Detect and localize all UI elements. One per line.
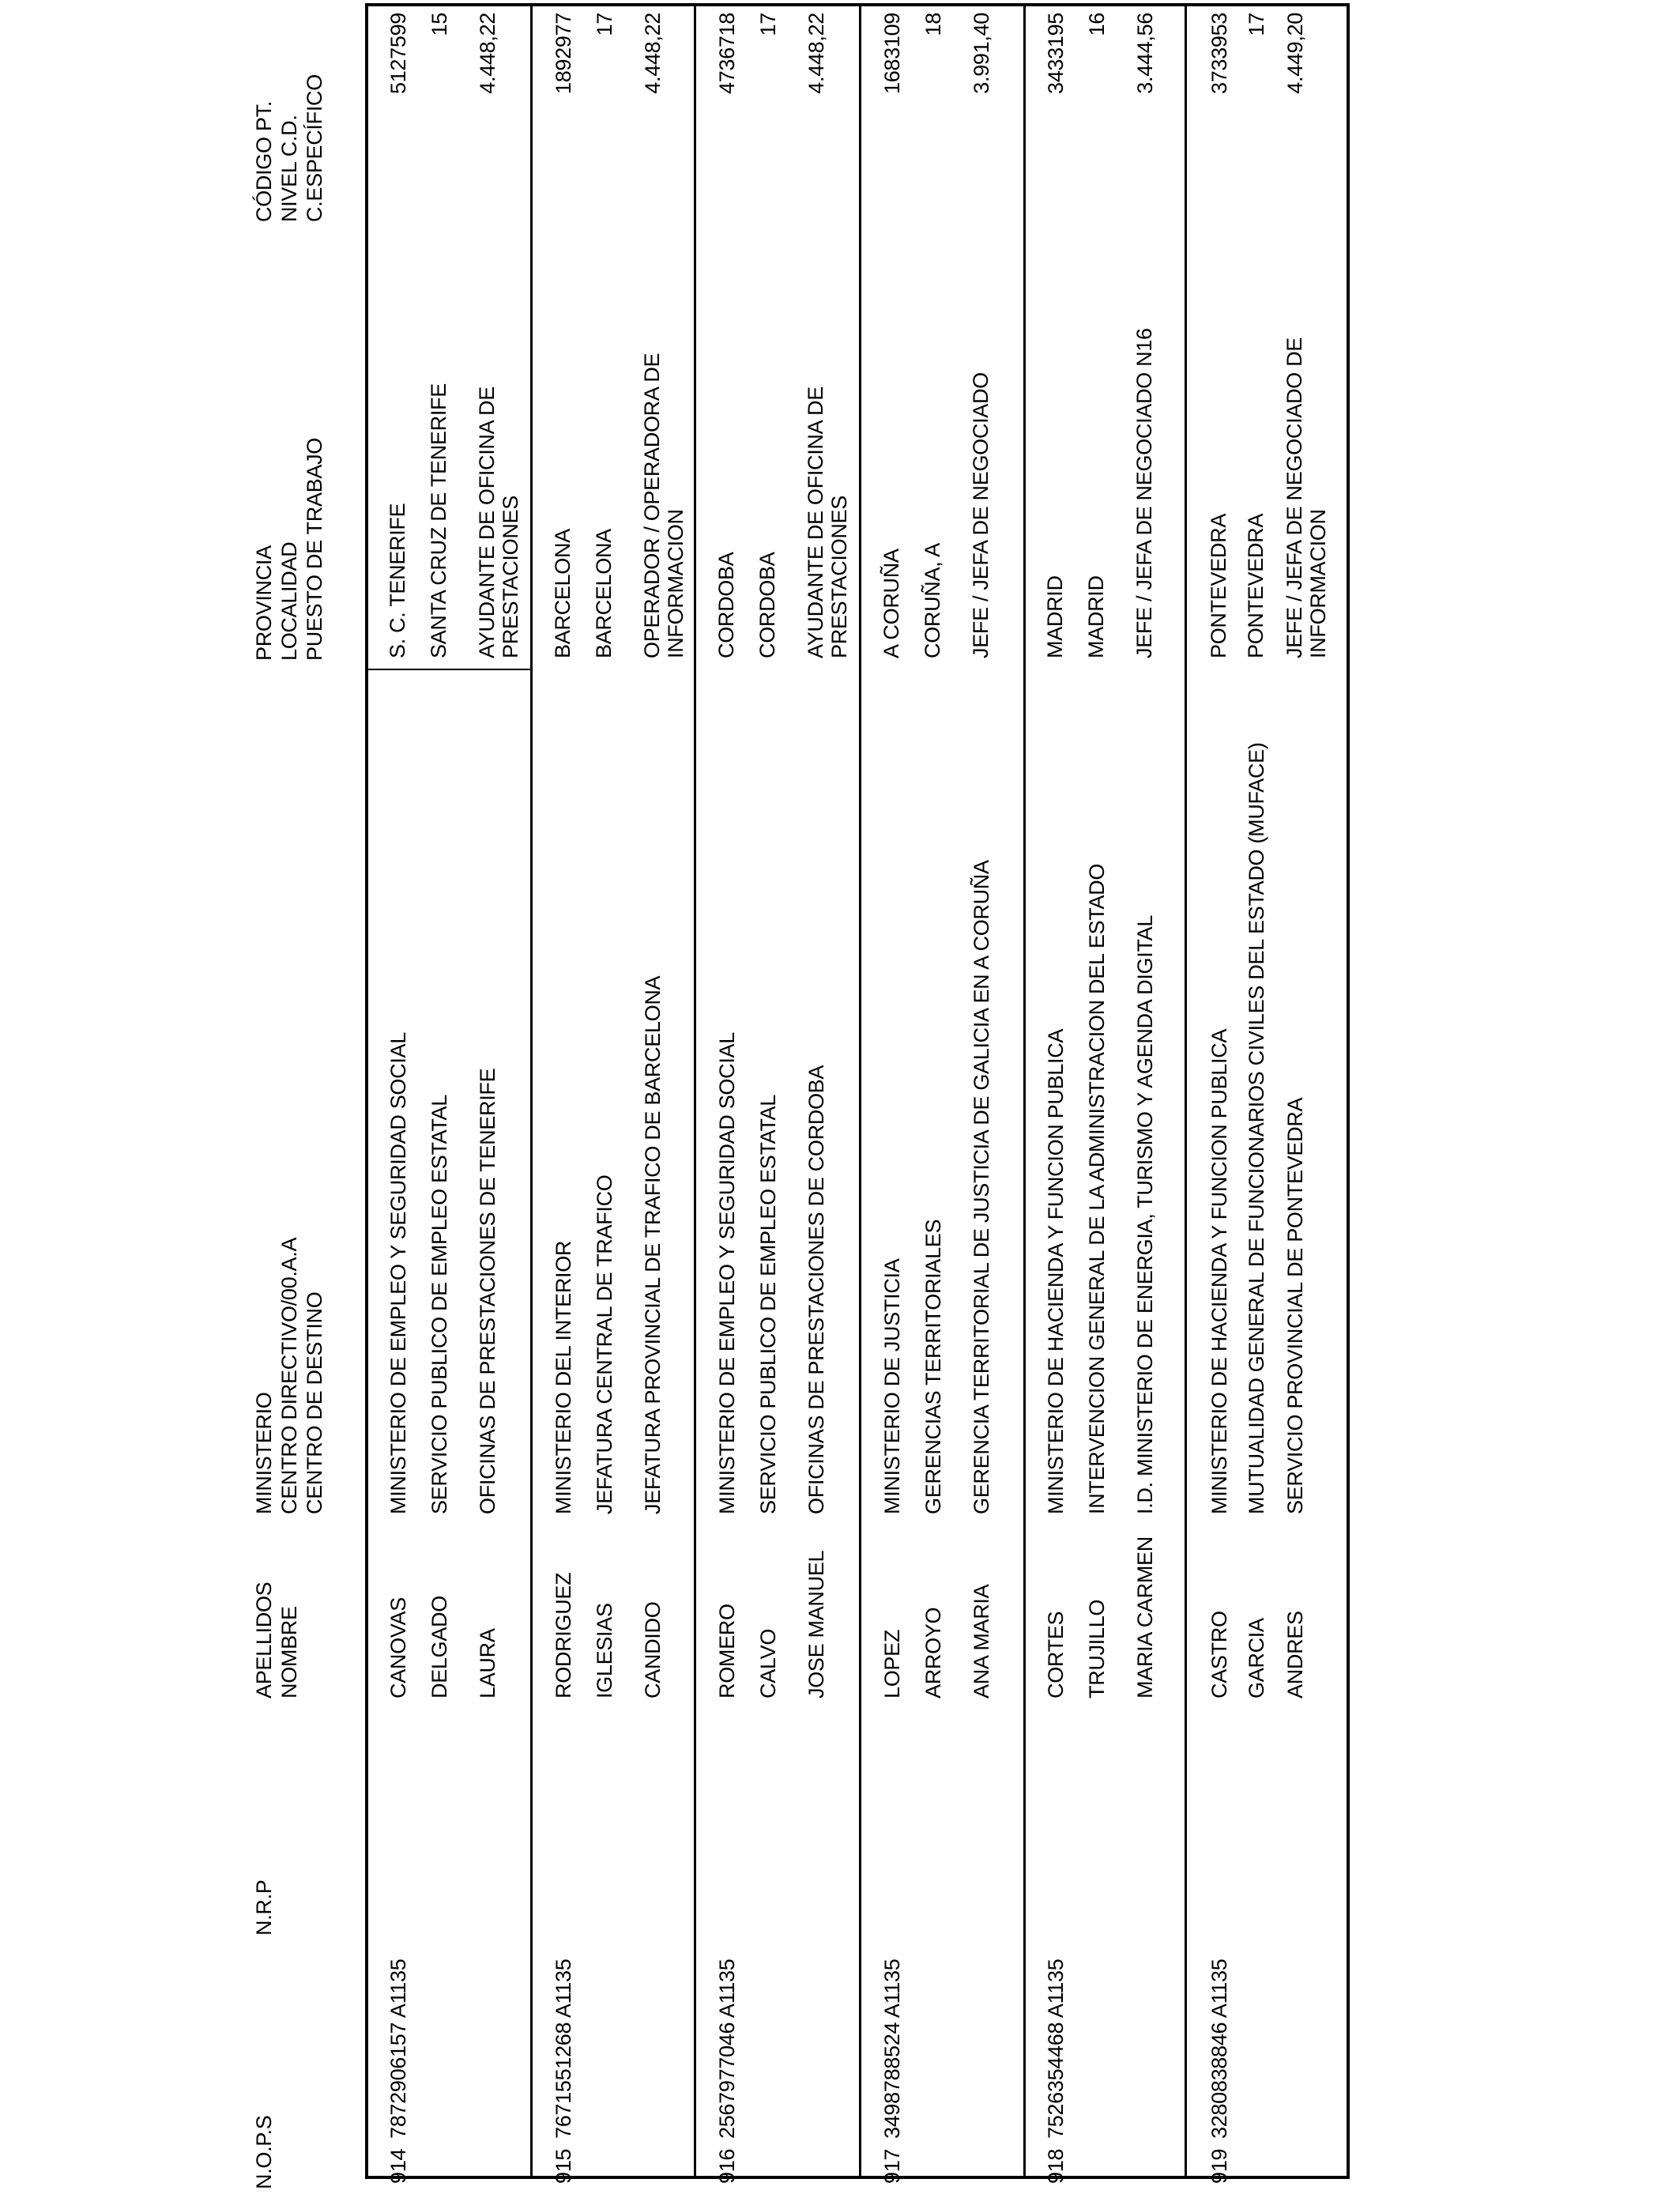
provincia-value: PONTEVEDRA xyxy=(1207,513,1230,658)
nops-value: 918 xyxy=(1044,2148,1068,2184)
provincia-value: S. C. TENERIFE xyxy=(386,503,409,658)
codigo-pt-value: 1892977 xyxy=(552,13,575,95)
nombre-value: JOSE MANUEL xyxy=(804,1550,828,1698)
centro-destino-value: JEFATURA PROVINCIAL DE TRAFICO DE BARCELONA xyxy=(641,975,665,1514)
codigo-pt-value: 4736718 xyxy=(715,13,739,95)
ministerio-value: MINISTERIO DE HACIENDA Y FUNCION PUBLICA xyxy=(1207,1028,1231,1514)
apellido2-value: ARROYO xyxy=(921,1607,945,1698)
especifico-value: 4.449,20 xyxy=(1283,13,1307,94)
localidad-value: SANTA CRUZ DE TENERIFE xyxy=(427,383,450,658)
ministerio-value: MINISTERIO DEL INTERIOR xyxy=(552,1240,575,1514)
apellido1-value: ROMERO xyxy=(715,1604,739,1698)
row-divider xyxy=(530,3,533,2179)
centro-destino-value: SERVICIO PROVINCIAL DE PONTEVEDRA xyxy=(1283,1097,1307,1514)
nombre-value: MARIA CARMEN xyxy=(1133,1536,1157,1698)
header-nombre-line: NOMBRE xyxy=(277,1606,301,1698)
centro-directivo-value: GERENCIAS TERRITORIALES xyxy=(921,1219,945,1514)
localidad-value: PONTEVEDRA xyxy=(1244,513,1268,658)
nops-value: 915 xyxy=(552,2148,575,2184)
nombre-value: ANDRES xyxy=(1283,1611,1307,1698)
especifico-value: 4.448,22 xyxy=(804,13,828,94)
puesto-value: JEFE / JEFA DE NEGOCIADO DE INFORMACION xyxy=(1283,337,1330,658)
header-nrp xyxy=(251,1879,277,1936)
apellido1-value: LOPEZ xyxy=(880,1629,904,1698)
header-nrp-label: N.R.P xyxy=(252,1879,276,1936)
header-especifico-line: C.ESPECÍFICO xyxy=(303,74,326,222)
column-divider xyxy=(368,669,532,670)
row-divider xyxy=(1185,3,1187,2179)
ministerio-value: MINISTERIO DE EMPLEO Y SEGURIDAD SOCIAL xyxy=(715,1032,739,1514)
nombre-value: LAURA xyxy=(476,1628,499,1698)
apellido2-value: GARCIA xyxy=(1245,1618,1268,1698)
apellido2-value: CALVO xyxy=(756,1628,780,1698)
especifico-value: 3.444,56 xyxy=(1133,13,1157,94)
ministerio-value: MINISTERIO DE EMPLEO Y SEGURIDAD SOCIAL xyxy=(386,1032,410,1514)
nops-value: 919 xyxy=(1207,2148,1231,2184)
localidad-value: CORUÑA, A xyxy=(921,543,944,658)
nrp-value: 3498788524 A1135 xyxy=(880,1958,904,2139)
nrp-value: 7526354468 A1135 xyxy=(1044,1958,1068,2139)
header-ministerio-line: MINISTERIO xyxy=(252,1392,276,1514)
apellido2-value: TRUJILLO xyxy=(1085,1599,1109,1698)
puesto-value: JEFE / JEFA DE NEGOCIADO N16 xyxy=(1132,328,1156,658)
nivel-cd-value: 18 xyxy=(921,13,945,36)
puesto-value: OPERADOR / OPERADORA DE INFORMACION xyxy=(640,352,687,658)
header-nops xyxy=(251,2116,277,2189)
provincia-value: A CORUÑA xyxy=(880,548,903,658)
nrp-value: 7872906157 A1135 xyxy=(386,1958,410,2139)
puesto-value: JEFE / JEFA DE NEGOCIADO xyxy=(969,372,993,658)
especifico-value: 3.991,40 xyxy=(970,13,993,94)
apellido1-value: CASTRO xyxy=(1207,1611,1231,1698)
row-divider xyxy=(694,3,696,2179)
header-nivel-cd-line: NIVEL C.D. xyxy=(277,115,301,222)
nombre-value: ANA MARIA xyxy=(970,1584,993,1698)
header-puesto-line: PUESTO DE TRABAJO xyxy=(303,438,326,661)
header-apellidos-line: APELLIDOS xyxy=(252,1581,276,1698)
nrp-value: 3280838846 A1135 xyxy=(1207,1958,1231,2139)
centro-directivo-value: SERVICIO PUBLICO DE EMPLEO ESTATAL xyxy=(756,1095,780,1514)
nivel-cd-value: 17 xyxy=(756,13,780,36)
header-apellidos xyxy=(251,1582,302,1698)
nivel-cd-value: 15 xyxy=(428,13,451,36)
header-nops-label: N.O.P.S xyxy=(252,2115,276,2189)
especifico-value: 4.448,22 xyxy=(641,13,665,94)
especifico-value: 4.448,22 xyxy=(476,13,499,94)
ministerio-value: MINISTERIO DE HACIENDA Y FUNCION PUBLICA xyxy=(1044,1028,1068,1514)
apellido1-value: RODRIGUEZ xyxy=(552,1572,575,1698)
nivel-cd-value: 16 xyxy=(1085,13,1109,36)
centro-destino-value: I.D. MINISTERIO DE ENERGIA, TURISMO Y AGENDA DIGITAL xyxy=(1133,914,1157,1514)
codigo-pt-value: 1683109 xyxy=(880,13,904,95)
nops-value: 917 xyxy=(880,2148,904,2184)
apellido2-value: DELGADO xyxy=(428,1596,451,1698)
header-centro-directivo-line: CENTRO DIRECTIVO/00.A.A xyxy=(277,1237,301,1514)
codigo-pt-value: 3733953 xyxy=(1207,13,1231,95)
localidad-value: BARCELONA xyxy=(592,529,616,658)
centro-destino-value: GERENCIA TERRITORIAL DE JUSTICIA DE GALICIA EN A CORUÑA xyxy=(970,860,993,1514)
header-ministerio xyxy=(251,1238,327,1514)
localidad-value: MADRID xyxy=(1084,575,1108,658)
header-centro-destino-line: CENTRO DE DESTINO xyxy=(303,1291,326,1514)
localidad-value: CORDOBA xyxy=(755,552,779,658)
centro-destino-value: OFICINAS DE PRESTACIONES DE CORDOBA xyxy=(804,1065,828,1514)
codigo-pt-value: 3433195 xyxy=(1044,13,1068,95)
header-codigo xyxy=(251,74,327,222)
provincia-value: MADRID xyxy=(1043,575,1067,658)
row-divider xyxy=(859,3,861,2179)
nrp-value: 2567977046 A1135 xyxy=(715,1958,739,2139)
nops-value: 916 xyxy=(715,2148,739,2184)
row-divider xyxy=(1023,3,1026,2179)
puesto-value: AYUDANTE DE OFICINA DE PRESTACIONES xyxy=(475,386,522,658)
codigo-pt-value: 5127599 xyxy=(386,13,410,95)
centro-destino-value: OFICINAS DE PRESTACIONES DE TENERIFE xyxy=(476,1068,499,1514)
header-codigo-pt-line: CÓDIGO PT. xyxy=(252,100,276,222)
nivel-cd-value: 17 xyxy=(1245,13,1268,36)
provincia-value: BARCELONA xyxy=(551,529,574,658)
header-provincia-line: PROVINCIA xyxy=(252,545,276,661)
nops-value: 914 xyxy=(386,2148,410,2184)
apellido1-value: CANOVAS xyxy=(386,1597,410,1698)
centro-directivo-value: JEFATURA CENTRAL DE TRAFICO xyxy=(593,1174,616,1514)
ministerio-value: MINISTERIO DE JUSTICIA xyxy=(880,1258,904,1514)
nombre-value: CANDIDO xyxy=(641,1601,665,1698)
centro-directivo-value: MUTUALIDAD GENERAL DE FUNCIONARIOS CIVILES DEL ESTADO (MUFACE) xyxy=(1245,742,1268,1514)
apellido1-value: CORTES xyxy=(1044,1611,1068,1698)
header-localidad-line: LOCALIDAD xyxy=(277,541,301,661)
nivel-cd-value: 17 xyxy=(593,13,616,36)
header-provincia xyxy=(251,438,327,661)
centro-directivo-value: SERVICIO PUBLICO DE EMPLEO ESTATAL xyxy=(428,1095,451,1514)
apellido2-value: IGLESIAS xyxy=(593,1603,616,1698)
provincia-value: CORDOBA xyxy=(714,552,738,658)
nrp-value: 7671551268 A1135 xyxy=(552,1958,575,2139)
puesto-value: AYUDANTE DE OFICINA DE PRESTACIONES xyxy=(804,386,851,658)
centro-directivo-value: INTERVENCION GENERAL DE LA ADMINISTRACION DEL ESTADO xyxy=(1085,863,1109,1514)
